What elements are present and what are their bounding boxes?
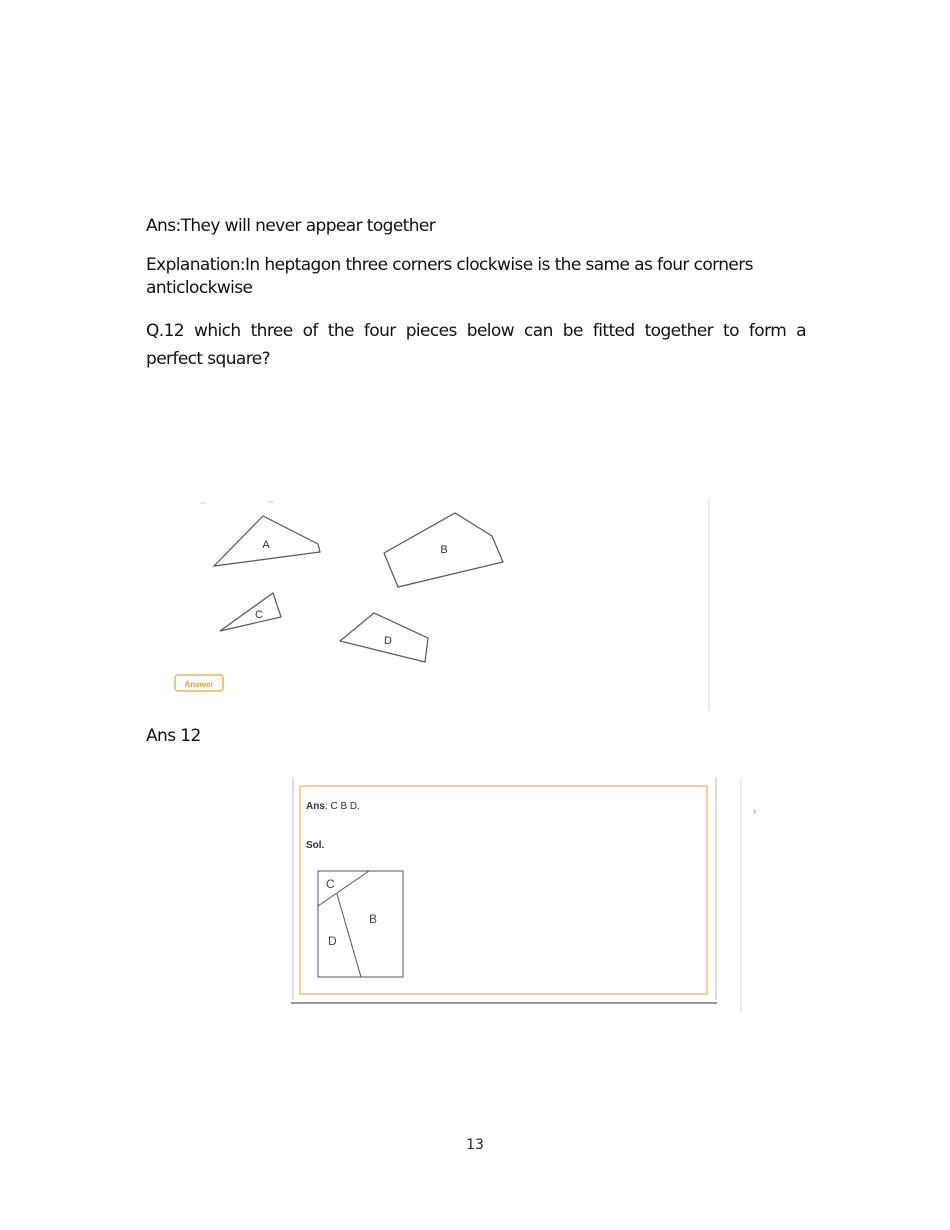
piece-c-label: C [255, 609, 263, 621]
solution-box [300, 786, 707, 994]
puzzle-figure [184, 496, 710, 711]
question-12-line2: perfect square? [146, 349, 271, 369]
piece-d-label: D [384, 635, 392, 647]
piece-b-label: B [440, 544, 448, 556]
explanation-text: Explanation:In heptagon three corners clockwise is the same as four corners anticlockwise [146, 255, 753, 298]
sol-label: Sol. [306, 840, 325, 851]
ans-12-heading: Ans 12 [146, 726, 201, 746]
previous-answer: Ans:They will never appear together [146, 216, 436, 236]
piece-c-shape [220, 593, 281, 631]
sol-piece-d: D [328, 934, 337, 948]
svg-text:›: › [753, 806, 756, 816]
ans-label: Ans [306, 801, 325, 812]
answer-button-label: Answer [184, 680, 214, 689]
page-number: 13 [466, 1137, 484, 1153]
svg-text:Ans: C B D. [306, 801, 360, 812]
piece-a-label: A [262, 539, 270, 551]
ans-value: : C B D. [324, 801, 360, 812]
sol-piece-b: B [369, 912, 378, 926]
sol-piece-c: C [326, 877, 335, 891]
question-12-line1: Q.12 which three of the four pieces below can be fitted together to form a [146, 321, 806, 341]
solution-figure [285, 778, 760, 1018]
